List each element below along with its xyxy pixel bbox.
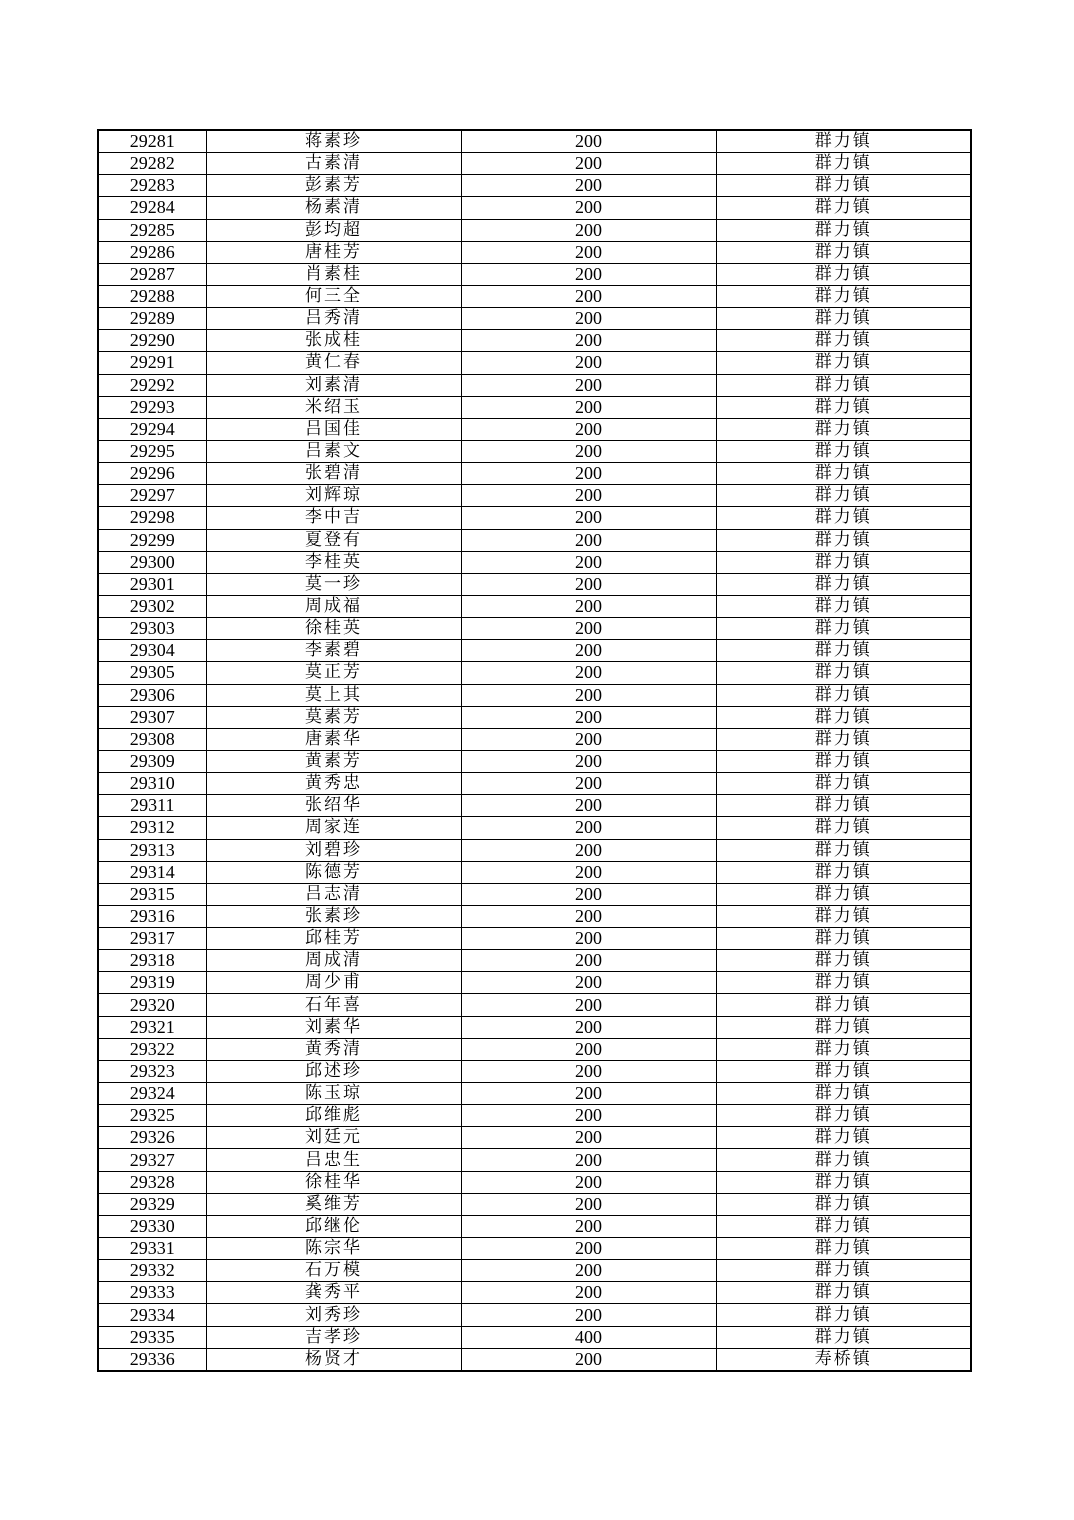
town-name-cell: 群力镇 xyxy=(716,972,971,994)
recipient-name-cell: 张碧清 xyxy=(206,463,461,485)
table-row xyxy=(98,1348,971,1371)
town-name-cell: 群力镇 xyxy=(716,750,971,772)
town-name-cell: 群力镇 xyxy=(716,728,971,750)
table-row xyxy=(98,219,971,241)
town-name-cell: 群力镇 xyxy=(716,285,971,307)
table-row xyxy=(98,285,971,307)
recipient-name-cell: 吉孝珍 xyxy=(206,1326,461,1348)
town-name-cell: 群力镇 xyxy=(716,706,971,728)
row-number-cell: 29300 xyxy=(98,551,206,573)
recipient-name-cell: 奚维芳 xyxy=(206,1193,461,1215)
row-number-cell: 29282 xyxy=(98,153,206,175)
town-name-cell: 群力镇 xyxy=(716,839,971,861)
row-number-cell: 29298 xyxy=(98,507,206,529)
row-number-cell: 29285 xyxy=(98,219,206,241)
town-name-cell: 群力镇 xyxy=(716,817,971,839)
table-row xyxy=(98,883,971,905)
row-number-cell: 29283 xyxy=(98,175,206,197)
table-row xyxy=(98,1326,971,1348)
amount-cell: 200 xyxy=(461,839,716,861)
town-name-cell: 群力镇 xyxy=(716,418,971,440)
table-row xyxy=(98,684,971,706)
row-number-cell: 29335 xyxy=(98,1326,206,1348)
amount-cell: 200 xyxy=(461,440,716,462)
table-row xyxy=(98,1260,971,1282)
table-row xyxy=(98,263,971,285)
amount-cell: 200 xyxy=(461,1127,716,1149)
register-table xyxy=(97,129,972,1372)
amount-cell: 200 xyxy=(461,994,716,1016)
row-number-cell: 29288 xyxy=(98,285,206,307)
town-name-cell: 群力镇 xyxy=(716,684,971,706)
table-row xyxy=(98,1171,971,1193)
recipient-name-cell: 陈德芳 xyxy=(206,861,461,883)
row-number-cell: 29304 xyxy=(98,640,206,662)
table-row xyxy=(98,773,971,795)
row-number-cell: 29293 xyxy=(98,396,206,418)
row-number-cell: 29292 xyxy=(98,374,206,396)
amount-cell: 200 xyxy=(461,1238,716,1260)
amount-cell: 200 xyxy=(461,485,716,507)
table-row xyxy=(98,308,971,330)
recipient-name-cell: 黄素芳 xyxy=(206,750,461,772)
amount-cell: 200 xyxy=(461,1038,716,1060)
row-number-cell: 29331 xyxy=(98,1238,206,1260)
amount-cell: 200 xyxy=(461,928,716,950)
table-row xyxy=(98,573,971,595)
row-number-cell: 29295 xyxy=(98,440,206,462)
recipient-name-cell: 张成桂 xyxy=(206,330,461,352)
recipient-name-cell: 吕忠生 xyxy=(206,1149,461,1171)
recipient-name-cell: 李中吉 xyxy=(206,507,461,529)
town-name-cell: 群力镇 xyxy=(716,861,971,883)
recipient-name-cell: 莫一珍 xyxy=(206,573,461,595)
town-name-cell: 群力镇 xyxy=(716,219,971,241)
recipient-name-cell: 彭素芳 xyxy=(206,175,461,197)
row-number-cell: 29323 xyxy=(98,1060,206,1082)
town-name-cell: 群力镇 xyxy=(716,1149,971,1171)
row-number-cell: 29309 xyxy=(98,750,206,772)
table-row xyxy=(98,928,971,950)
town-name-cell: 群力镇 xyxy=(716,175,971,197)
recipient-name-cell: 李桂英 xyxy=(206,551,461,573)
town-name-cell: 群力镇 xyxy=(716,1171,971,1193)
recipient-name-cell: 徐桂华 xyxy=(206,1171,461,1193)
table-row xyxy=(98,1149,971,1171)
recipient-name-cell: 吕志清 xyxy=(206,883,461,905)
town-name-cell: 群力镇 xyxy=(716,1016,971,1038)
table-row xyxy=(98,396,971,418)
town-name-cell: 群力镇 xyxy=(716,463,971,485)
table-row xyxy=(98,662,971,684)
amount-cell: 200 xyxy=(461,595,716,617)
town-name-cell: 群力镇 xyxy=(716,529,971,551)
town-name-cell: 群力镇 xyxy=(716,330,971,352)
amount-cell: 200 xyxy=(461,573,716,595)
recipient-name-cell: 杨素清 xyxy=(206,197,461,219)
recipient-name-cell: 石万模 xyxy=(206,1260,461,1282)
table-row xyxy=(98,728,971,750)
table-row xyxy=(98,507,971,529)
table-row xyxy=(98,1193,971,1215)
recipient-name-cell: 李素碧 xyxy=(206,640,461,662)
recipient-name-cell: 黄仁春 xyxy=(206,352,461,374)
recipient-name-cell: 肖素桂 xyxy=(206,263,461,285)
row-number-cell: 29306 xyxy=(98,684,206,706)
row-number-cell: 29290 xyxy=(98,330,206,352)
town-name-cell: 群力镇 xyxy=(716,1260,971,1282)
row-number-cell: 29326 xyxy=(98,1127,206,1149)
amount-cell: 200 xyxy=(461,352,716,374)
town-name-cell: 群力镇 xyxy=(716,551,971,573)
town-name-cell: 群力镇 xyxy=(716,994,971,1016)
recipient-name-cell: 邱桂芳 xyxy=(206,928,461,950)
town-name-cell: 群力镇 xyxy=(716,1105,971,1127)
row-number-cell: 29287 xyxy=(98,263,206,285)
town-name-cell: 群力镇 xyxy=(716,1304,971,1326)
row-number-cell: 29330 xyxy=(98,1215,206,1237)
amount-cell: 200 xyxy=(461,1105,716,1127)
table-row xyxy=(98,994,971,1016)
town-name-cell: 群力镇 xyxy=(716,396,971,418)
town-name-cell: 群力镇 xyxy=(716,1193,971,1215)
town-name-cell: 群力镇 xyxy=(716,573,971,595)
table-row xyxy=(98,817,971,839)
row-number-cell: 29334 xyxy=(98,1304,206,1326)
recipient-name-cell: 彭均超 xyxy=(206,219,461,241)
table-row xyxy=(98,1016,971,1038)
table-row xyxy=(98,750,971,772)
recipient-name-cell: 周成福 xyxy=(206,595,461,617)
recipient-name-cell: 古素清 xyxy=(206,153,461,175)
recipient-name-cell: 黄秀清 xyxy=(206,1038,461,1060)
town-name-cell: 群力镇 xyxy=(716,1238,971,1260)
amount-cell: 200 xyxy=(461,396,716,418)
amount-cell: 200 xyxy=(461,883,716,905)
row-number-cell: 29327 xyxy=(98,1149,206,1171)
row-number-cell: 29305 xyxy=(98,662,206,684)
row-number-cell: 29317 xyxy=(98,928,206,950)
row-number-cell: 29320 xyxy=(98,994,206,1016)
town-name-cell: 群力镇 xyxy=(716,595,971,617)
recipient-name-cell: 张素珍 xyxy=(206,905,461,927)
table-row xyxy=(98,1238,971,1260)
recipient-name-cell: 莫上其 xyxy=(206,684,461,706)
amount-cell: 200 xyxy=(461,263,716,285)
recipient-name-cell: 黄秀忠 xyxy=(206,773,461,795)
town-name-cell: 群力镇 xyxy=(716,241,971,263)
amount-cell: 200 xyxy=(461,463,716,485)
table-row xyxy=(98,972,971,994)
table-row xyxy=(98,1038,971,1060)
town-name-cell: 群力镇 xyxy=(716,263,971,285)
recipient-name-cell: 邱述珍 xyxy=(206,1060,461,1082)
table-row xyxy=(98,905,971,927)
town-name-cell: 群力镇 xyxy=(716,352,971,374)
amount-cell: 200 xyxy=(461,1282,716,1304)
amount-cell: 200 xyxy=(461,153,716,175)
table-row xyxy=(98,418,971,440)
recipient-name-cell: 蒋素珍 xyxy=(206,130,461,153)
row-number-cell: 29329 xyxy=(98,1193,206,1215)
row-number-cell: 29296 xyxy=(98,463,206,485)
town-name-cell: 群力镇 xyxy=(716,1083,971,1105)
table-row xyxy=(98,1215,971,1237)
row-number-cell: 29289 xyxy=(98,308,206,330)
amount-cell: 200 xyxy=(461,1193,716,1215)
town-name-cell: 群力镇 xyxy=(716,130,971,153)
row-number-cell: 29319 xyxy=(98,972,206,994)
row-number-cell: 29310 xyxy=(98,773,206,795)
table-row xyxy=(98,529,971,551)
row-number-cell: 29294 xyxy=(98,418,206,440)
row-number-cell: 29315 xyxy=(98,883,206,905)
amount-cell: 200 xyxy=(461,972,716,994)
row-number-cell: 29281 xyxy=(98,130,206,153)
amount-cell: 200 xyxy=(461,861,716,883)
town-name-cell: 群力镇 xyxy=(716,928,971,950)
row-number-cell: 29318 xyxy=(98,950,206,972)
table-row xyxy=(98,551,971,573)
row-number-cell: 29336 xyxy=(98,1348,206,1371)
recipient-name-cell: 刘秀珍 xyxy=(206,1304,461,1326)
amount-cell: 200 xyxy=(461,1083,716,1105)
town-name-cell: 群力镇 xyxy=(716,905,971,927)
amount-cell: 400 xyxy=(461,1326,716,1348)
register-table-body xyxy=(98,130,971,1371)
amount-cell: 200 xyxy=(461,175,716,197)
amount-cell: 200 xyxy=(461,1304,716,1326)
amount-cell: 200 xyxy=(461,684,716,706)
row-number-cell: 29303 xyxy=(98,618,206,640)
table-row xyxy=(98,861,971,883)
recipient-name-cell: 莫正芳 xyxy=(206,662,461,684)
row-number-cell: 29322 xyxy=(98,1038,206,1060)
table-row xyxy=(98,795,971,817)
amount-cell: 200 xyxy=(461,662,716,684)
table-row xyxy=(98,706,971,728)
recipient-name-cell: 周少甫 xyxy=(206,972,461,994)
amount-cell: 200 xyxy=(461,1215,716,1237)
amount-cell: 200 xyxy=(461,905,716,927)
amount-cell: 200 xyxy=(461,728,716,750)
table-row xyxy=(98,197,971,219)
amount-cell: 200 xyxy=(461,1060,716,1082)
table-row xyxy=(98,640,971,662)
table-row xyxy=(98,241,971,263)
row-number-cell: 29284 xyxy=(98,197,206,219)
town-name-cell: 群力镇 xyxy=(716,308,971,330)
town-name-cell: 寿桥镇 xyxy=(716,1348,971,1371)
table-row xyxy=(98,1060,971,1082)
town-name-cell: 群力镇 xyxy=(716,662,971,684)
row-number-cell: 29301 xyxy=(98,573,206,595)
recipient-name-cell: 周家连 xyxy=(206,817,461,839)
amount-cell: 200 xyxy=(461,795,716,817)
row-number-cell: 29311 xyxy=(98,795,206,817)
amount-cell: 200 xyxy=(461,418,716,440)
table-row xyxy=(98,440,971,462)
amount-cell: 200 xyxy=(461,1348,716,1371)
table-row xyxy=(98,330,971,352)
amount-cell: 200 xyxy=(461,330,716,352)
town-name-cell: 群力镇 xyxy=(716,197,971,219)
town-name-cell: 群力镇 xyxy=(716,795,971,817)
recipient-name-cell: 邱维彪 xyxy=(206,1105,461,1127)
table-row xyxy=(98,1282,971,1304)
recipient-name-cell: 周成清 xyxy=(206,950,461,972)
recipient-name-cell: 刘廷元 xyxy=(206,1127,461,1149)
town-name-cell: 群力镇 xyxy=(716,1038,971,1060)
row-number-cell: 29297 xyxy=(98,485,206,507)
row-number-cell: 29316 xyxy=(98,905,206,927)
recipient-name-cell: 何三全 xyxy=(206,285,461,307)
row-number-cell: 29325 xyxy=(98,1105,206,1127)
row-number-cell: 29333 xyxy=(98,1282,206,1304)
recipient-name-cell: 龚秀平 xyxy=(206,1282,461,1304)
row-number-cell: 29286 xyxy=(98,241,206,263)
recipient-name-cell: 吕国佳 xyxy=(206,418,461,440)
recipient-name-cell: 吕素文 xyxy=(206,440,461,462)
table-row xyxy=(98,1105,971,1127)
row-number-cell: 29299 xyxy=(98,529,206,551)
amount-cell: 200 xyxy=(461,507,716,529)
amount-cell: 200 xyxy=(461,750,716,772)
amount-cell: 200 xyxy=(461,130,716,153)
recipient-name-cell: 唐桂芳 xyxy=(206,241,461,263)
recipient-name-cell: 杨贤才 xyxy=(206,1348,461,1371)
table-row xyxy=(98,485,971,507)
row-number-cell: 29314 xyxy=(98,861,206,883)
table-row xyxy=(98,595,971,617)
table-row xyxy=(98,1127,971,1149)
amount-cell: 200 xyxy=(461,285,716,307)
amount-cell: 200 xyxy=(461,773,716,795)
amount-cell: 200 xyxy=(461,1149,716,1171)
recipient-name-cell: 夏登有 xyxy=(206,529,461,551)
row-number-cell: 29332 xyxy=(98,1260,206,1282)
town-name-cell: 群力镇 xyxy=(716,507,971,529)
town-name-cell: 群力镇 xyxy=(716,950,971,972)
table-row xyxy=(98,130,971,153)
amount-cell: 200 xyxy=(461,706,716,728)
amount-cell: 200 xyxy=(461,374,716,396)
recipient-name-cell: 刘素华 xyxy=(206,1016,461,1038)
recipient-name-cell: 莫素芳 xyxy=(206,706,461,728)
amount-cell: 200 xyxy=(461,618,716,640)
town-name-cell: 群力镇 xyxy=(716,374,971,396)
town-name-cell: 群力镇 xyxy=(716,440,971,462)
row-number-cell: 29291 xyxy=(98,352,206,374)
recipient-name-cell: 石年喜 xyxy=(206,994,461,1016)
town-name-cell: 群力镇 xyxy=(716,640,971,662)
row-number-cell: 29307 xyxy=(98,706,206,728)
table-row xyxy=(98,352,971,374)
row-number-cell: 29302 xyxy=(98,595,206,617)
recipient-name-cell: 唐素华 xyxy=(206,728,461,750)
table-row xyxy=(98,618,971,640)
table-row xyxy=(98,175,971,197)
town-name-cell: 群力镇 xyxy=(716,618,971,640)
table-row xyxy=(98,374,971,396)
amount-cell: 200 xyxy=(461,950,716,972)
town-name-cell: 群力镇 xyxy=(716,1215,971,1237)
recipient-name-cell: 陈宗华 xyxy=(206,1238,461,1260)
row-number-cell: 29308 xyxy=(98,728,206,750)
amount-cell: 200 xyxy=(461,197,716,219)
recipient-name-cell: 徐桂英 xyxy=(206,618,461,640)
row-number-cell: 29328 xyxy=(98,1171,206,1193)
recipient-name-cell: 邱继伦 xyxy=(206,1215,461,1237)
table-row xyxy=(98,839,971,861)
amount-cell: 200 xyxy=(461,308,716,330)
table-row xyxy=(98,1304,971,1326)
recipient-name-cell: 刘辉琼 xyxy=(206,485,461,507)
amount-cell: 200 xyxy=(461,551,716,573)
table-row xyxy=(98,463,971,485)
recipient-name-cell: 陈玉琼 xyxy=(206,1083,461,1105)
amount-cell: 200 xyxy=(461,640,716,662)
recipient-name-cell: 米绍玉 xyxy=(206,396,461,418)
town-name-cell: 群力镇 xyxy=(716,773,971,795)
town-name-cell: 群力镇 xyxy=(716,883,971,905)
town-name-cell: 群力镇 xyxy=(716,1127,971,1149)
town-name-cell: 群力镇 xyxy=(716,485,971,507)
recipient-name-cell: 刘素清 xyxy=(206,374,461,396)
row-number-cell: 29313 xyxy=(98,839,206,861)
amount-cell: 200 xyxy=(461,529,716,551)
recipient-name-cell: 吕秀清 xyxy=(206,308,461,330)
row-number-cell: 29312 xyxy=(98,817,206,839)
amount-cell: 200 xyxy=(461,1260,716,1282)
town-name-cell: 群力镇 xyxy=(716,1326,971,1348)
town-name-cell: 群力镇 xyxy=(716,153,971,175)
table-row xyxy=(98,950,971,972)
recipient-name-cell: 张绍华 xyxy=(206,795,461,817)
amount-cell: 200 xyxy=(461,219,716,241)
amount-cell: 200 xyxy=(461,817,716,839)
table-row xyxy=(98,1083,971,1105)
amount-cell: 200 xyxy=(461,1171,716,1193)
table-row xyxy=(98,153,971,175)
town-name-cell: 群力镇 xyxy=(716,1282,971,1304)
amount-cell: 200 xyxy=(461,241,716,263)
town-name-cell: 群力镇 xyxy=(716,1060,971,1082)
amount-cell: 200 xyxy=(461,1016,716,1038)
recipient-name-cell: 刘碧珍 xyxy=(206,839,461,861)
row-number-cell: 29321 xyxy=(98,1016,206,1038)
row-number-cell: 29324 xyxy=(98,1083,206,1105)
